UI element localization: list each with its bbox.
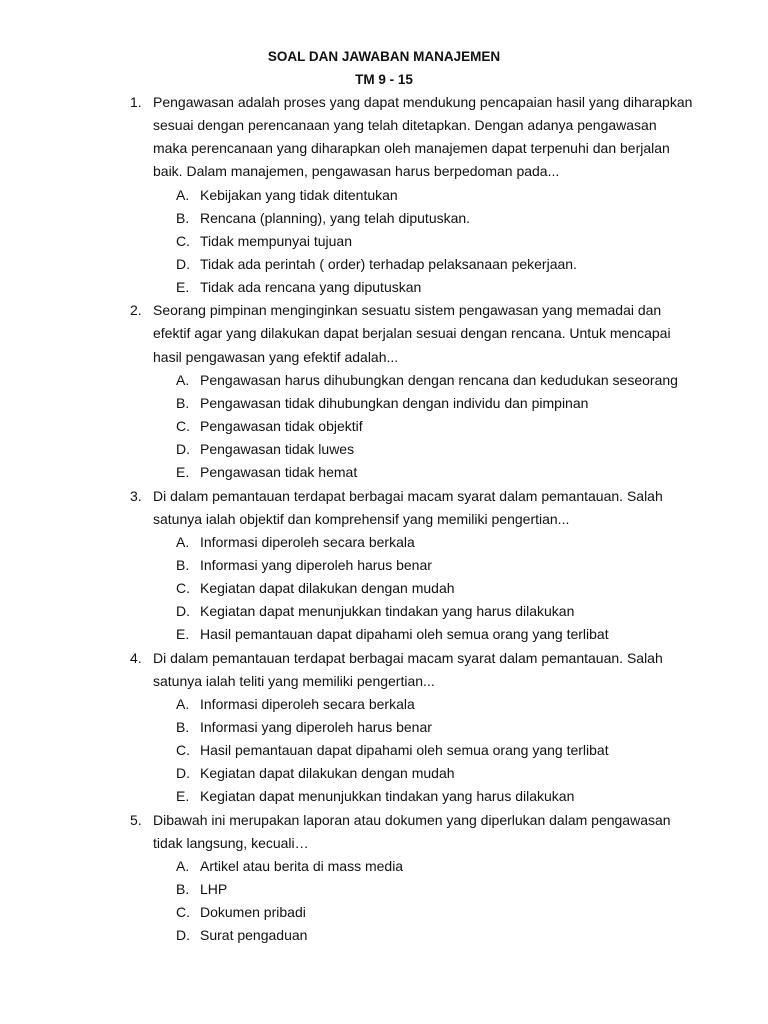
option-letter: A.: [176, 371, 190, 388]
question-text-line: maka perencanaan yang diharapkan oleh manajemen dapat terpenuhi dan berjalan: [153, 140, 670, 157]
option-text: Informasi yang diperoleh harus benar: [200, 718, 432, 735]
question-number: 1.: [130, 94, 142, 110]
option-text: Informasi diperoleh secara berkala: [200, 695, 415, 712]
document-title: SOAL DAN JAWABAN MANAJEMEN: [267, 49, 501, 64]
option-text: LHP: [200, 880, 228, 897]
document-subtitle: TM 9 - 15: [355, 72, 413, 87]
question-text: [153, 647, 713, 693]
question-text-line: satunya ialah teliti yang memiliki pengertian...: [153, 672, 435, 689]
option-text: Pengawasan harus dihubungkan dengan rencana dan kedudukan seseorang: [200, 371, 678, 388]
question-text: [153, 809, 713, 855]
answer-option: [0, 762, 768, 785]
answer-option: [0, 855, 768, 878]
option-letter: D.: [176, 256, 190, 273]
answer-option: [0, 392, 768, 415]
answer-option: [0, 230, 768, 253]
option-letter: B.: [176, 556, 190, 573]
option-letter: A.: [176, 533, 190, 550]
option-list: [0, 531, 768, 647]
option-text: Pengawasan tidak dihubungkan dengan individu dan pimpinan: [200, 394, 589, 411]
option-letter: E.: [176, 279, 190, 296]
option-letter: B.: [176, 880, 190, 897]
option-text: Informasi diperoleh secara berkala: [200, 533, 415, 550]
option-letter: C.: [176, 742, 190, 759]
option-letter: C.: [176, 580, 190, 597]
option-letter: C.: [176, 418, 190, 435]
answer-option: [0, 415, 768, 438]
option-letter: C.: [176, 232, 190, 249]
question-number: 2.: [130, 302, 142, 319]
answer-option: [0, 623, 768, 646]
option-letter: B.: [176, 718, 190, 735]
question-text-line: hasil pengawasan yang efektif adalah...: [153, 348, 399, 365]
answer-option: [0, 461, 768, 484]
option-text: Kebijakan yang tidak ditentukan: [200, 186, 398, 203]
option-letter: D.: [176, 765, 190, 782]
option-text: Hasil pemantauan dapat dipahami oleh semua orang yang terlibat: [200, 742, 609, 759]
option-text: Pengawasan tidak hemat: [200, 464, 358, 481]
option-text: Kegiatan dapat menunjukkan tindakan yang harus dilakukan: [200, 603, 575, 620]
option-list: [0, 855, 768, 948]
question-text: [153, 91, 713, 184]
option-text: Kegiatan dapat menunjukkan tindakan yang harus dilakukan: [200, 788, 575, 805]
option-text: Pengawasan tidak objektif: [200, 418, 363, 435]
question-text-line: satunya ialah objektif dan komprehensif yang memiliki pengertian...: [153, 510, 570, 527]
question-number: 4.: [130, 649, 142, 666]
question-item: [0, 91, 768, 299]
option-letter: E.: [176, 788, 190, 805]
option-letter: E.: [176, 464, 190, 481]
option-list: [0, 693, 768, 809]
option-text: Dokumen pribadi: [200, 904, 306, 921]
option-text: Hasil pemantauan dapat dipahami oleh semua orang yang terlibat: [200, 626, 609, 643]
question-text-line: efektif agar yang dilakukan dapat berjalan sesuai dengan rencana. Untuk mencapai: [153, 325, 671, 342]
question-list: [0, 91, 768, 947]
option-text: Tidak mempunyai tujuan: [200, 232, 353, 249]
option-letter: A.: [176, 186, 190, 203]
option-letter: C.: [176, 904, 190, 921]
option-letter: B.: [176, 394, 190, 411]
option-text: Kegiatan dapat dilakukan dengan mudah: [200, 580, 455, 597]
question-text-line: tidak langsung, kecuali…: [153, 834, 309, 851]
answer-option: [0, 531, 768, 554]
question-text-line: sesuai dengan perencanaan yang telah ditetapkan. Dengan adanya pengawasan: [153, 117, 657, 134]
option-letter: E.: [176, 626, 190, 643]
answer-option: [0, 924, 768, 947]
answer-option: [0, 739, 768, 762]
answer-option: [0, 438, 768, 461]
answer-option: [0, 184, 768, 207]
option-letter: D.: [176, 441, 190, 458]
option-letter: A.: [176, 857, 190, 874]
question-number: 5.: [130, 811, 142, 828]
answer-option: [0, 253, 768, 276]
question-text-line: Di dalam pemantauan terdapat berbagai macam syarat dalam pemantauan. Salah: [153, 649, 663, 666]
question-text-line: baik. Dalam manajemen, pengawasan harus berpedoman pada...: [153, 163, 560, 180]
answer-option: [0, 600, 768, 623]
question-text-line: Di dalam pemantauan terdapat berbagai macam syarat dalam pemantauan. Salah: [153, 487, 663, 504]
question-text-line: Dibawah ini merupakan laporan atau dokumen yang diperlukan dalam pengawasan: [153, 811, 671, 828]
option-text: Kegiatan dapat dilakukan dengan mudah: [200, 765, 455, 782]
answer-option: [0, 785, 768, 808]
question-item: [0, 485, 768, 647]
answer-option: [0, 554, 768, 577]
option-text: Artikel atau berita di mass media: [200, 857, 404, 874]
option-letter: A.: [176, 695, 190, 712]
answer-option: [0, 716, 768, 739]
question-text-line: Pengawasan adalah proses yang dapat mendukung pencapaian hasil yang diharapkan: [153, 94, 693, 110]
option-list: [0, 184, 768, 300]
option-text: Tidak ada perintah ( order) terhadap pelaksanaan pekerjaan.: [200, 256, 577, 273]
answer-option: [0, 901, 768, 924]
option-letter: D.: [176, 927, 190, 944]
question-item: [0, 809, 768, 948]
option-text: Informasi yang diperoleh harus benar: [200, 556, 432, 573]
question-item: [0, 299, 768, 484]
answer-option: [0, 693, 768, 716]
answer-option: [0, 207, 768, 230]
option-text: Pengawasan tidak luwes: [200, 441, 355, 458]
option-text: Surat pengaduan: [200, 927, 308, 944]
question-text: [153, 485, 713, 531]
answer-option: [0, 577, 768, 600]
answer-option: [0, 878, 768, 901]
option-text: Tidak ada rencana yang diputuskan: [200, 279, 422, 296]
option-letter: B.: [176, 209, 190, 226]
question-number: 3.: [130, 487, 142, 504]
question-item: [0, 647, 768, 809]
option-text: Rencana (planning), yang telah diputuskan.: [200, 209, 471, 226]
option-letter: D.: [176, 603, 190, 620]
answer-option: [0, 276, 768, 299]
question-text-line: Seorang pimpinan menginginkan sesuatu sistem pengawasan yang memadai dan: [153, 302, 662, 319]
answer-option: [0, 369, 768, 392]
option-list: [0, 369, 768, 485]
question-text: [153, 299, 713, 368]
